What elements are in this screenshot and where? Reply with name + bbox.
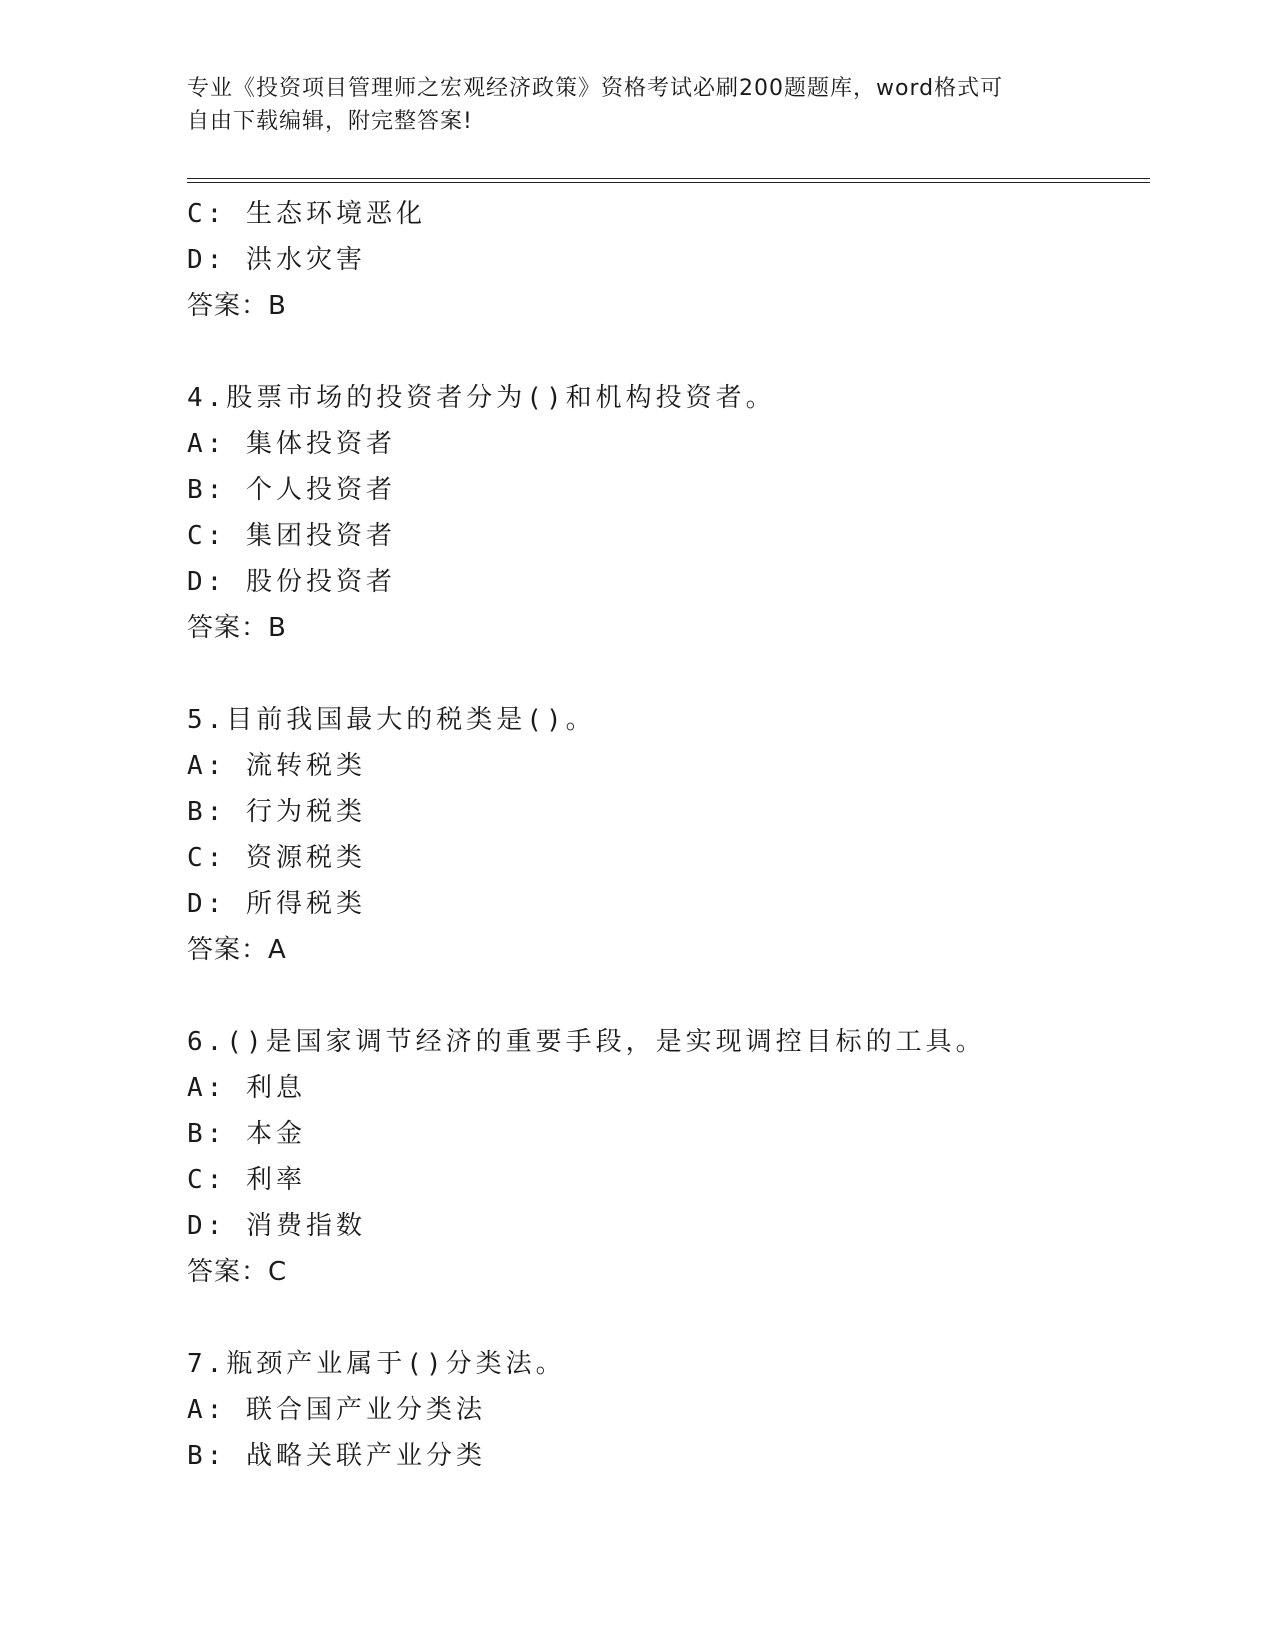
header-divider-top: [187, 178, 1150, 179]
option-c: C: 生态环境恶化: [187, 199, 426, 229]
option-a: A: 流转税类: [187, 751, 366, 781]
answer-line: 答案：A: [187, 935, 287, 965]
answer-line: 答案：C: [187, 1257, 288, 1287]
option-b: B: 个人投资者: [187, 475, 396, 505]
header-line-2: 自由下载编辑，附完整答案!: [187, 109, 473, 134]
header-divider-bottom: [187, 182, 1150, 183]
option-c: C: 集团投资者: [187, 521, 396, 551]
question-6: [187, 1019, 1150, 1295]
spacer: [187, 1295, 1150, 1341]
option-a: A: 联合国产业分类法: [187, 1395, 486, 1425]
question-3-continued: [187, 191, 1150, 329]
question-4: [187, 375, 1150, 651]
option-d: D: 洪水灾害: [187, 245, 366, 275]
question-stem: 6.()是国家调节经济的重要手段，是实现调控目标的工具。: [187, 1027, 986, 1057]
answer-line: 答案：B: [187, 613, 287, 643]
option-c: C: 资源税类: [187, 843, 366, 873]
option-d: D: 所得税类: [187, 889, 366, 919]
question-stem: 4.股票市场的投资者分为()和机构投资者。: [187, 383, 776, 413]
answer-line: 答案：B: [187, 291, 287, 321]
question-stem: 5.目前我国最大的税类是()。: [187, 705, 596, 735]
option-b: B: 行为税类: [187, 797, 366, 827]
option-a: A: 利息: [187, 1073, 306, 1103]
question-list: [187, 191, 1150, 1479]
header-line-1: 专业《投资项目管理师之宏观经济政策》资格考试必刷200题题库，word格式可: [187, 76, 1004, 101]
spacer: [187, 329, 1150, 375]
option-b: B: 战略关联产业分类: [187, 1441, 486, 1471]
option-d: D: 消费指数: [187, 1211, 366, 1241]
option-a: A: 集体投资者: [187, 429, 396, 459]
question-7: [187, 1341, 1150, 1479]
option-c: C: 利率: [187, 1165, 306, 1195]
question-5: [187, 697, 1150, 973]
question-stem: 7.瓶颈产业属于()分类法。: [187, 1349, 566, 1379]
option-b: B: 本金: [187, 1119, 306, 1149]
document-header: [187, 72, 1087, 138]
spacer: [187, 651, 1150, 697]
option-d: D: 股份投资者: [187, 567, 396, 597]
spacer: [187, 973, 1150, 1019]
